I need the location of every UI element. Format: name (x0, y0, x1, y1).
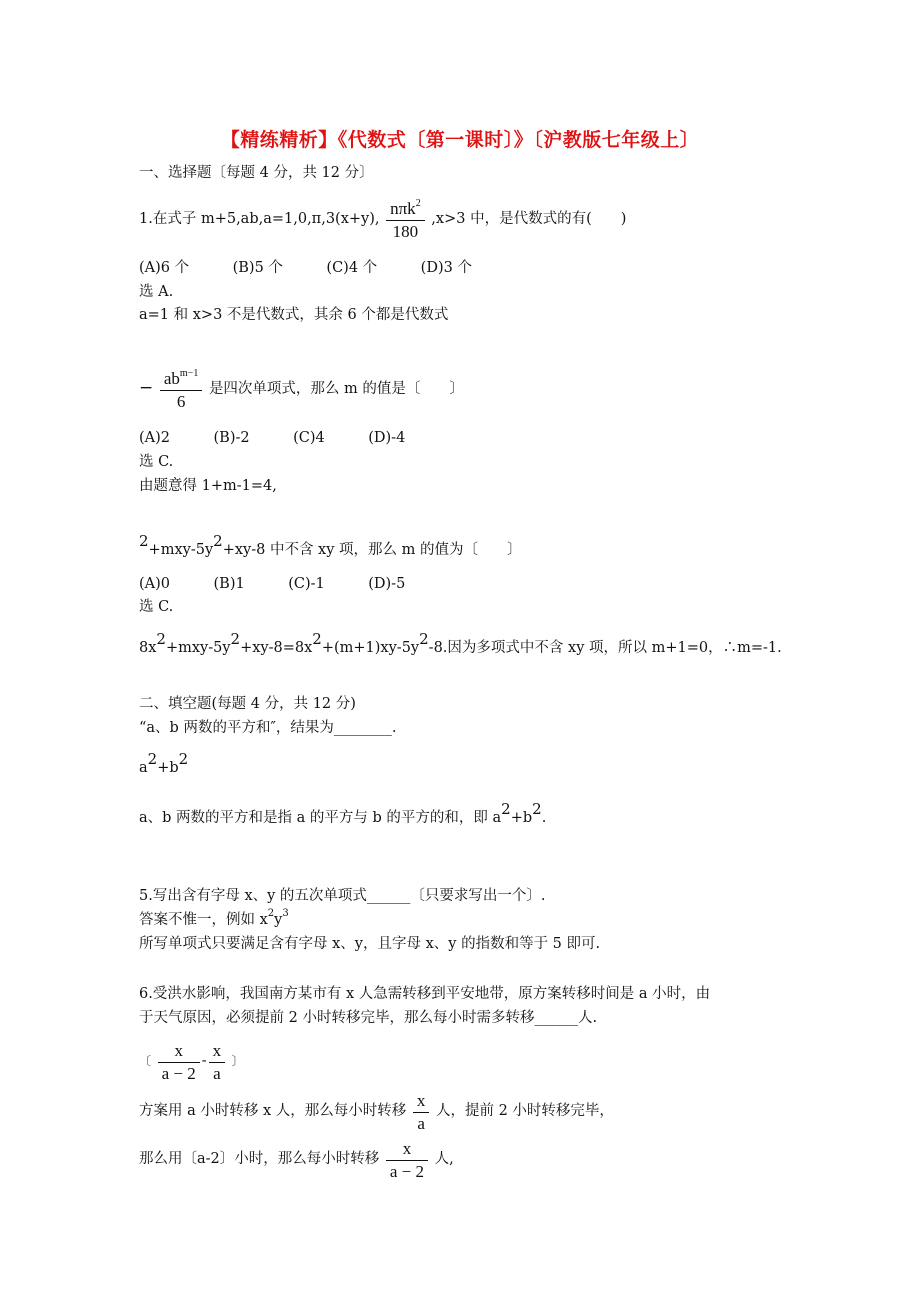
q3-exp-sup-1: 2 (156, 630, 166, 648)
q4-answer-sup-1: 2 (147, 750, 158, 768)
q3-exp-part-c: +xy-8=8x (240, 640, 313, 656)
q4-exp-mid: +b (510, 810, 533, 826)
q2-answer: 选 C. (139, 454, 174, 470)
q6-ans-fraction-2 (209, 1040, 226, 1085)
q3-explanation (139, 630, 782, 658)
q1-frac-den: 180 (386, 220, 425, 243)
q4-answer-b: +b (157, 760, 179, 776)
q6-exp1-post: 人，提前 2 小时转移完毕， (435, 1103, 614, 1119)
q2-frac-num: ab (163, 369, 180, 388)
section1-heading: 一、选择题〔每题 4 分，共 12 分〕 (139, 165, 374, 181)
q3-exp-part-e: -8.因为多项式中不含 xy 项，所以 m+1=0，∴m=-1. (428, 640, 782, 656)
q6-explanation-line1 (139, 1090, 614, 1135)
q5-stem: 5.写出含有字母 x、y 的五次单项式______〔只要求写出一个〕. (139, 888, 546, 904)
q2-stem-post: 是四次单项式，那么 m 的值是〔 〕 (208, 381, 464, 397)
q6-ans-f1-den: a − 2 (158, 1062, 200, 1085)
q3-exp-sup-3: 2 (312, 630, 322, 648)
q3-stem-sup2: 2 (213, 532, 223, 550)
q6-answer (139, 1040, 244, 1085)
q6-ans-close: 〕 (231, 1054, 244, 1068)
q4-exp-sup-2: 2 (532, 800, 542, 818)
q5-answer-sup-y: 3 (282, 908, 289, 919)
q1-fraction (386, 198, 425, 243)
q5-answer-pre: 答案不惟一，例如 x (139, 912, 268, 928)
q6-exp1-den: a (413, 1112, 430, 1135)
q6-ans-open: 〔 (139, 1054, 152, 1068)
q3-options: (A)0 (B)1 (C)-1 (D)-5 (139, 576, 406, 592)
q1-stem (139, 198, 626, 243)
q3-exp-sup-4: 2 (419, 630, 429, 648)
section2-heading: 二、填空题(每题 4 分，共 12 分) (139, 696, 356, 712)
q3-answer: 选 C. (139, 599, 174, 615)
q6-ans-f1-num: x (174, 1041, 183, 1060)
q6-exp1-fraction (413, 1090, 430, 1135)
q6-ans-f2-den: a (209, 1062, 226, 1085)
q6-exp2-pre: 那么用〔a-2〕小时，那么每小时转移 (139, 1151, 380, 1167)
q3-stem (139, 532, 522, 560)
document-title: 【精练精析】《代数式〔第一课时〕》〔沪教版七年级上〕 (220, 129, 700, 151)
q4-stem: “a、b 两数的平方和″，结果为________. (139, 720, 397, 736)
q4-answer-a: a (139, 760, 148, 776)
q3-stem-a: +mxy-5y (148, 542, 214, 558)
q1-frac-num: nπk (390, 199, 416, 218)
q4-answer (139, 750, 189, 778)
q4-explanation (139, 800, 547, 828)
q4-answer-sup-2: 2 (178, 750, 189, 768)
q6-stem-line1: 6.受洪水影响，我国南方某市有 x 人急需转移到平安地带，原方案转移时间是 a 小时，由 (139, 986, 711, 1002)
q2-minus: − (139, 378, 154, 398)
q5-answer (139, 910, 289, 930)
q3-exp-part-a: 8x (139, 640, 157, 656)
q3-exp-part-b: +mxy-5y (165, 640, 231, 656)
q5-explanation: 所写单项式只要满足含有字母 x、y，且字母 x、y 的指数和等于 5 即可. (139, 936, 601, 952)
q1-stem-post: ,x>3 中，是代数式的有( ) (431, 211, 627, 227)
q6-exp1-pre: 方案用 a 小时转移 x 人，那么每小时转移 (139, 1103, 407, 1119)
q2-frac-num-exp: m−1 (179, 368, 199, 379)
q4-exp-end: . (541, 810, 547, 826)
q6-ans-minus: - (201, 1053, 207, 1069)
q3-exp-part-d: +(m+1)xy-5y (321, 640, 420, 656)
q1-answer: 选 A. (139, 284, 174, 300)
q3-exp-sup-2: 2 (230, 630, 241, 648)
q4-exp-sup-1: 2 (501, 800, 511, 818)
q6-exp2-post: 人, (434, 1151, 454, 1167)
q6-exp2-fraction (386, 1138, 428, 1183)
q6-ans-f2-num: x (212, 1041, 222, 1060)
q2-fraction (160, 368, 202, 413)
q3-stem-post: +xy-8 中不含 xy 项，那么 m 的值为〔 〕 (222, 542, 522, 558)
q5-answer-mid: y (274, 912, 283, 928)
q2-stem (139, 368, 464, 413)
q6-exp2-den: a − 2 (386, 1160, 428, 1183)
q6-exp1-num: x (416, 1091, 426, 1110)
q1-stem-pre: 1.在式子 m+5,ab,a=1,0,π,3(x+y), (139, 211, 380, 227)
q1-options: (A)6 个 (B)5 个 (C)4 个 (D)3 个 (139, 260, 472, 276)
q1-explanation: a=1 和 x>3 不是代数式，其余 6 个都是代数式 (139, 307, 449, 323)
q6-exp2-num: x (402, 1139, 412, 1158)
q1-frac-num-exp: 2 (415, 198, 421, 209)
q5-answer-sup-x: 2 (267, 908, 275, 919)
q3-stem-sup: 2 (139, 532, 149, 550)
q2-frac-den: 6 (160, 390, 202, 413)
q4-exp-pre: a、b 两数的平方和是指 a 的平方与 b 的平方的和，即 a (139, 810, 502, 826)
q2-explanation: 由题意得 1+m-1=4, (139, 478, 277, 494)
q6-explanation-line2 (139, 1138, 454, 1183)
q2-options: (A)2 (B)-2 (C)4 (D)-4 (139, 430, 406, 446)
q6-ans-fraction-1 (158, 1040, 200, 1085)
q6-stem-line2: 于天气原因，必须提前 2 小时转移完毕，那么每小时需多转移______人. (139, 1010, 598, 1026)
